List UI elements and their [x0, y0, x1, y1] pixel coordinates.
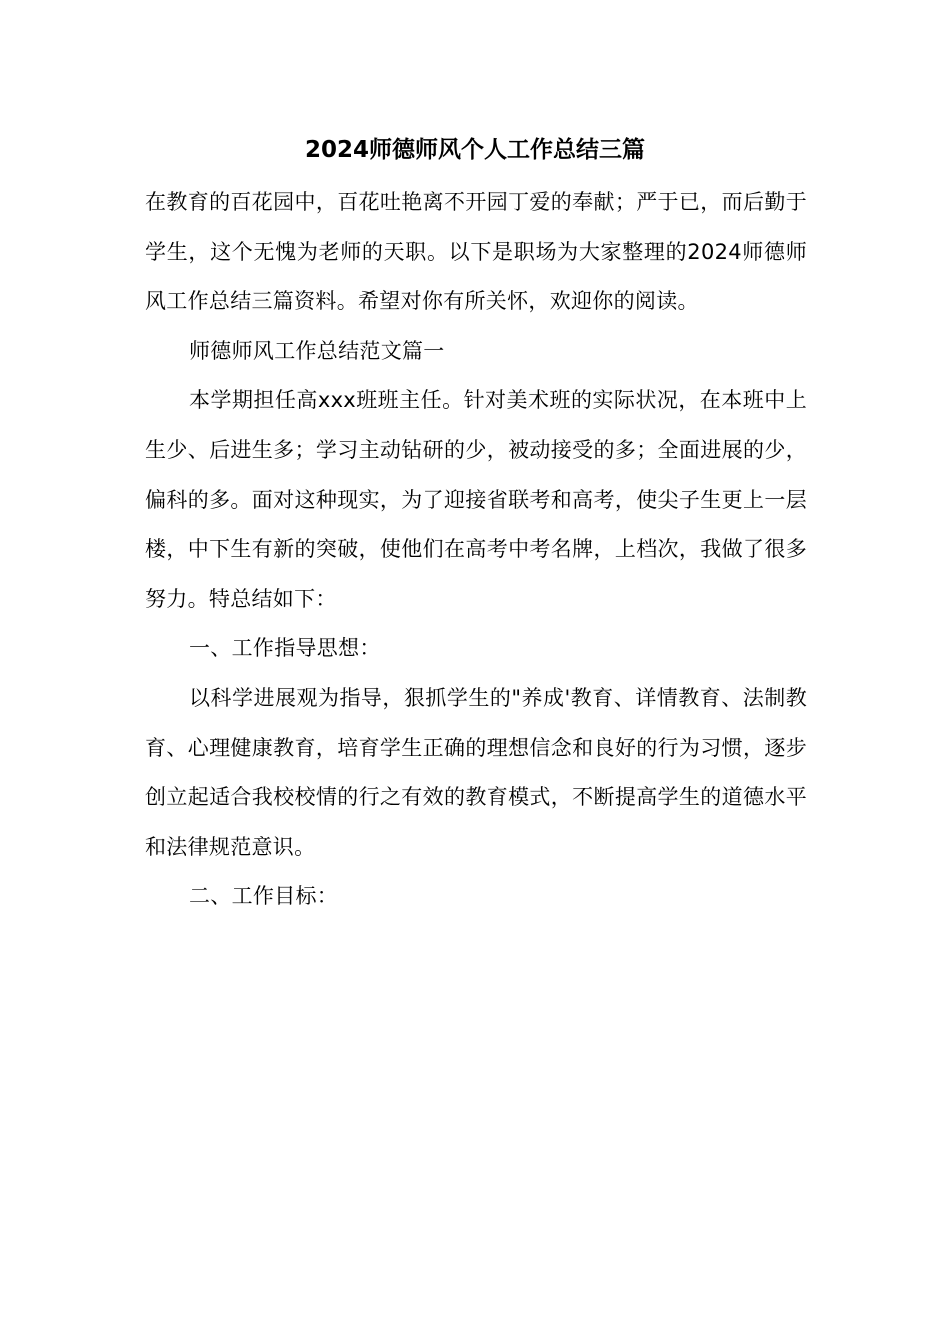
document-title: 2024师德师风个人工作总结三篇 [304, 137, 645, 163]
document-body [145, 178, 807, 922]
section-heading-part-one: 师德师风工作总结范文篇一 [189, 338, 445, 363]
subheading-work-goals: 二、工作目标： [189, 884, 339, 909]
body-paragraph: 以科学进展观为指导，狠抓学生的"养成'教育、详情教育、法制教育、心理健康教育，培育学生正确的理想信念和良好的行为习惯，逐步创立起适合我校校情的行之有效的教育模式，不断提高学生的道德水平和法律规范意识。 [145, 685, 807, 859]
intro-paragraph: 在教育的百花园中，百花吐艳离不开园丁爱的奉献；严于已，而后勤于学生，这个无愧为老师的天职。以下是职场为大家整理的2024师德师风工作总结三篇资料。希望对你有所关怀，欢迎你的阅读。 [145, 190, 807, 314]
body-paragraph: 本学期担任高xxx班班主任。针对美术班的实际状况，在本班中上生少、后进生多；学习主动钻研的少，被动接受的多；全面进展的少，偏科的多。面对这种现实，为了迎接省联考和高考，使尖子生更上一层楼，中下生有新的突破，使他们在高考中考名牌，上档次，我做了很多努力。特总结如下： [145, 388, 807, 611]
subheading-guiding-idea: 一、工作指导思想： [189, 636, 381, 661]
